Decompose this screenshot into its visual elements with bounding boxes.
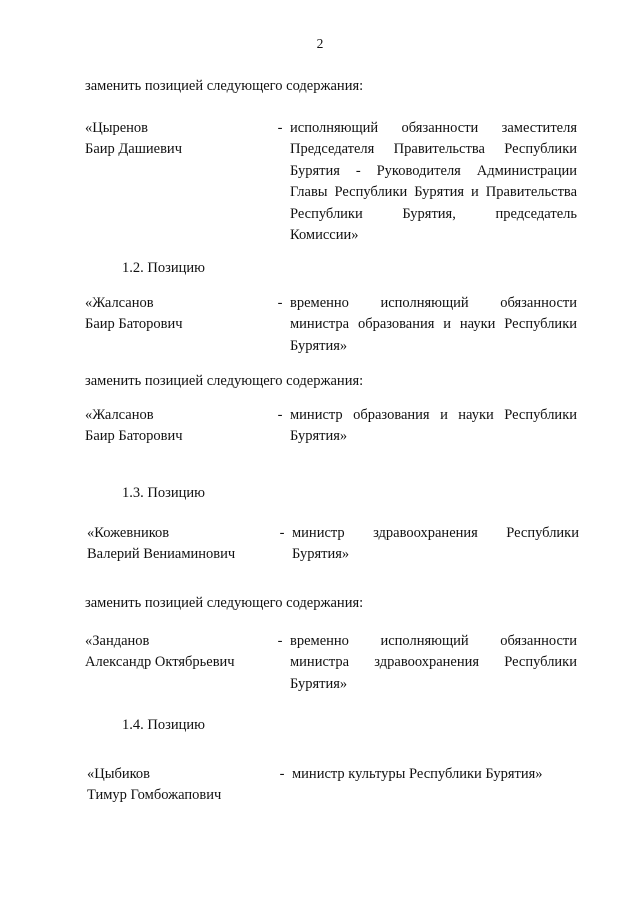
person-name: «Жалсанов Баир Баторович (85, 295, 183, 333)
replace-instruction: заменить позицией следующего содержания: (85, 78, 364, 94)
position-description: министр образования и науки Республики Бурятия» (290, 407, 577, 445)
replace-instruction: заменить позицией следующего содержания: (85, 373, 364, 389)
person-name: «Занданов Александр Октябрьевич (85, 633, 235, 671)
separator-dash: - (277, 407, 283, 423)
separator-dash: - (279, 525, 285, 541)
person-name: «Кожевников Валерий Вениаминович (87, 525, 236, 563)
separator-dash: - (277, 295, 283, 311)
position-description: временно исполняющий обязанности министра образования и науки Республики Бурятия» (290, 295, 577, 354)
position-description: министр культуры Республики Бурятия» (292, 766, 543, 782)
person-name: «Цыбиков Тимур Гомбожапович (87, 766, 222, 804)
position-description: исполняющий обязанности заместителя Председателя Правительства Республики Бурятия - Руководителя Администрации Главы Республики Бурятия и Правительства Республики Бурятия, председатель Комиссии» (290, 120, 577, 244)
replace-instruction: заменить позицией следующего содержания: (85, 595, 364, 611)
person-name: «Жалсанов Баир Баторович (85, 407, 183, 445)
position-description: министр здравоохранения Республики Бурятия» (292, 525, 579, 563)
section-heading: 1.4. Позицию (122, 717, 205, 733)
separator-dash: - (279, 766, 285, 782)
separator-dash: - (277, 120, 283, 136)
section-heading: 1.2. Позицию (122, 260, 205, 276)
page-number: 2 (316, 36, 324, 51)
position-description: временно исполняющий обязанности министра здравоохранения Республики Бурятия» (290, 633, 577, 692)
separator-dash: - (277, 633, 283, 649)
person-name: «Цыренов Баир Дашиевич (85, 120, 182, 158)
section-heading: 1.3. Позицию (122, 485, 205, 501)
